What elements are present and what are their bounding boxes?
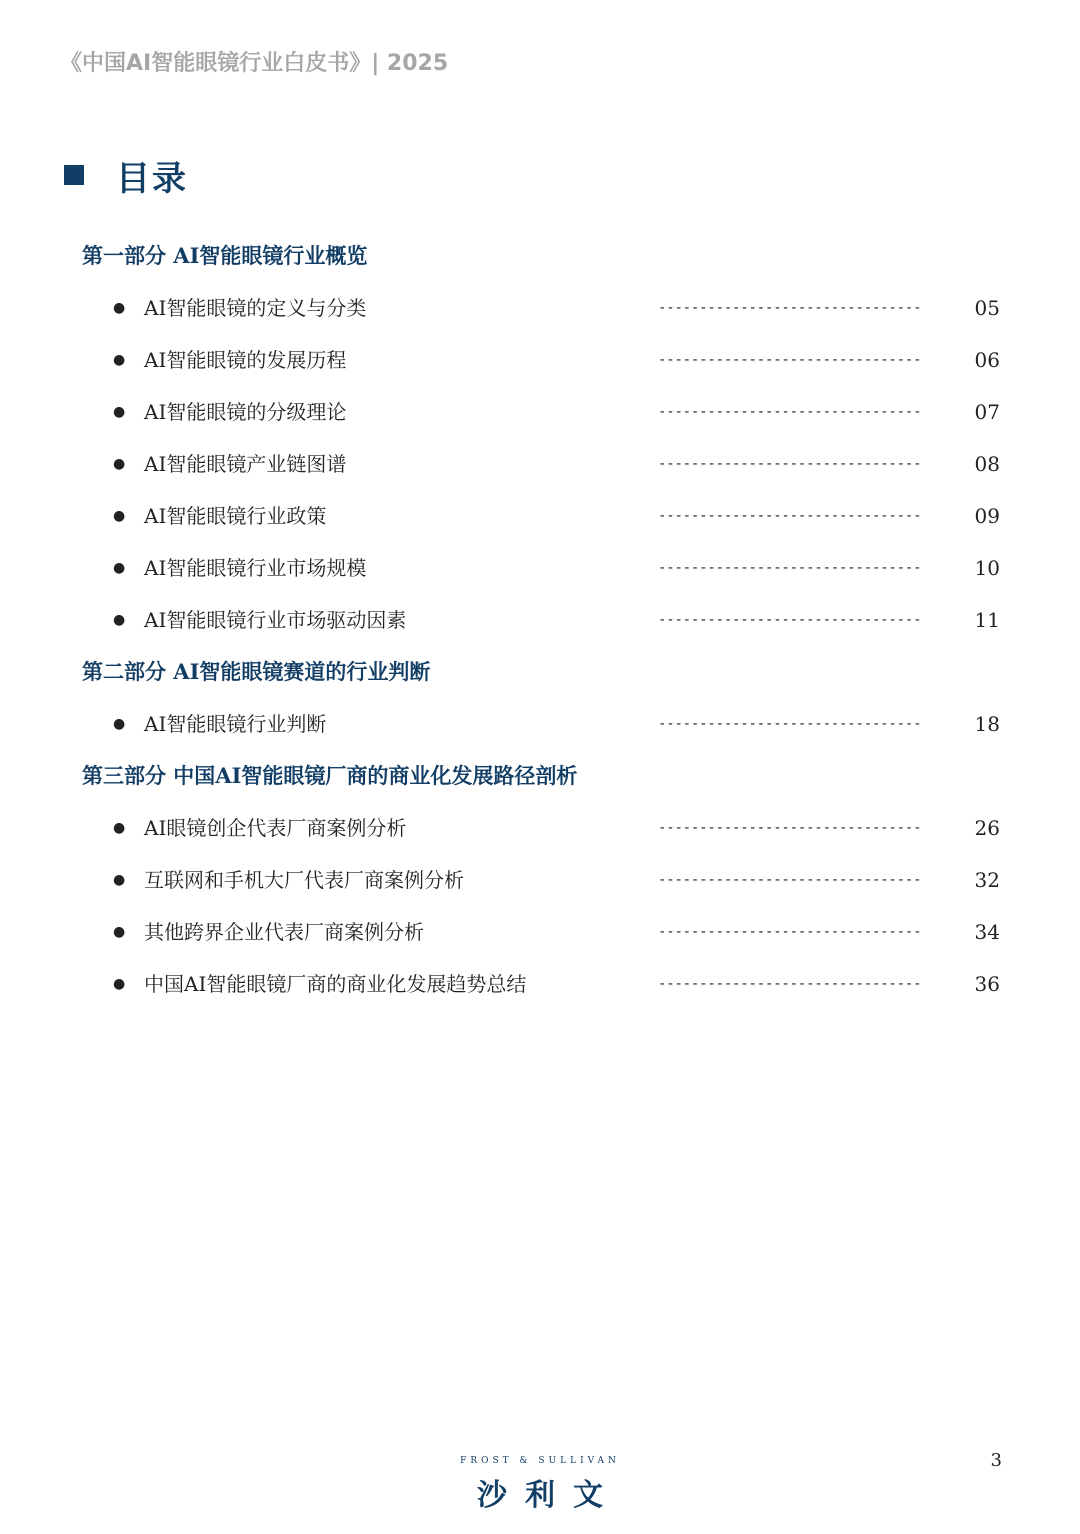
bullet-icon: ● [113,924,126,940]
toc-entry-page: 32 [974,868,1000,892]
toc-entry-page: 11 [974,608,1000,632]
toc-entry[interactable] [0,386,1080,438]
toc-entry-text: AI智能眼镜的发展历程 [144,348,347,372]
bullet-icon: ● [113,820,126,836]
toc-leader: -------------------------------- [658,300,922,316]
toc-entry-page: 34 [974,920,1000,944]
bullet-icon: ● [113,612,126,628]
toc-entry-text: AI智能眼镜的定义与分类 [144,296,367,320]
bullet-icon: ● [113,352,126,368]
toc-entry-text: AI智能眼镜行业政策 [144,504,327,528]
toc-entry-text: 其他跨界企业代表厂商案例分析 [144,920,424,944]
bullet-icon: ● [113,508,126,524]
toc-leader: -------------------------------- [658,924,922,940]
toc-entry-text: AI智能眼镜行业市场规模 [144,556,367,580]
toc-entry-page: 09 [974,504,1000,528]
toc-entry-page: 05 [974,296,1000,320]
toc-entry[interactable] [0,282,1080,334]
toc-entry-text: AI智能眼镜的分级理论 [144,400,347,424]
page-number: 3 [990,1450,1002,1471]
toc-entry[interactable] [0,958,1080,1010]
toc-entry-text: 互联网和手机大厂代表厂商案例分析 [144,868,464,892]
toc-entry[interactable] [0,490,1080,542]
toc-entry-page: 18 [974,712,1000,736]
toc-entry[interactable] [0,698,1080,750]
toc-heading [64,150,188,200]
toc-entry-page: 10 [974,556,1000,580]
toc-leader: -------------------------------- [658,456,922,472]
toc-entry-text: AI智能眼镜行业判断 [144,712,327,736]
toc-leader: -------------------------------- [658,352,922,368]
toc-leader: -------------------------------- [658,716,922,732]
toc-leader: -------------------------------- [658,820,922,836]
bullet-icon: ● [113,300,126,316]
bullet-icon: ● [113,976,126,992]
toc-leader: -------------------------------- [658,508,922,524]
toc-entry[interactable] [0,906,1080,958]
bullet-icon: ● [113,404,126,420]
bullet-icon: ● [113,716,126,732]
toc-entry-text: 中国AI智能眼镜厂商的商业化发展趋势总结 [144,972,527,996]
toc-entry[interactable] [0,854,1080,906]
toc-section-title[interactable]: 第二部分 AI智能眼镜赛道的行业判断 [82,659,431,684]
toc-entry-text: AI眼镜创企代表厂商案例分析 [144,816,407,840]
toc-entry[interactable] [0,334,1080,386]
toc-leader: -------------------------------- [658,560,922,576]
frost-sullivan-logo [440,1456,640,1514]
document-header-title: 《中国AI智能眼镜行业白皮书》| 2025 [60,51,449,76]
toc-entry-text: AI智能眼镜行业市场驱动因素 [144,608,407,632]
bullet-icon: ● [113,560,126,576]
toc-leader: -------------------------------- [658,872,922,888]
toc-section-title[interactable]: 第一部分 AI智能眼镜行业概览 [82,243,368,268]
toc-leader: -------------------------------- [658,404,922,420]
toc-entry-page: 36 [974,972,1000,996]
toc-entry[interactable] [0,594,1080,646]
square-bullet-icon [64,165,84,185]
toc-entry-page: 07 [974,400,1000,424]
toc-entry-text: AI智能眼镜产业链图谱 [144,452,347,476]
toc-entry[interactable] [0,542,1080,594]
toc-entry-page: 08 [974,452,1000,476]
toc-entry-page: 26 [974,816,1000,840]
bullet-icon: ● [113,456,126,472]
bullet-icon: ● [113,872,126,888]
logo-english-text: FROST & SULLIVAN [460,1456,620,1466]
toc-leader: -------------------------------- [658,612,922,628]
toc-entry[interactable] [0,802,1080,854]
toc-heading-label: 目录 [116,158,188,199]
logo-chinese-text: 沙利文 [477,1478,621,1513]
toc-entry-page: 06 [974,348,1000,372]
toc-entry[interactable] [0,438,1080,490]
toc-section-title[interactable]: 第三部分 中国AI智能眼镜厂商的商业化发展路径剖析 [82,763,578,788]
toc-leader: -------------------------------- [658,976,922,992]
